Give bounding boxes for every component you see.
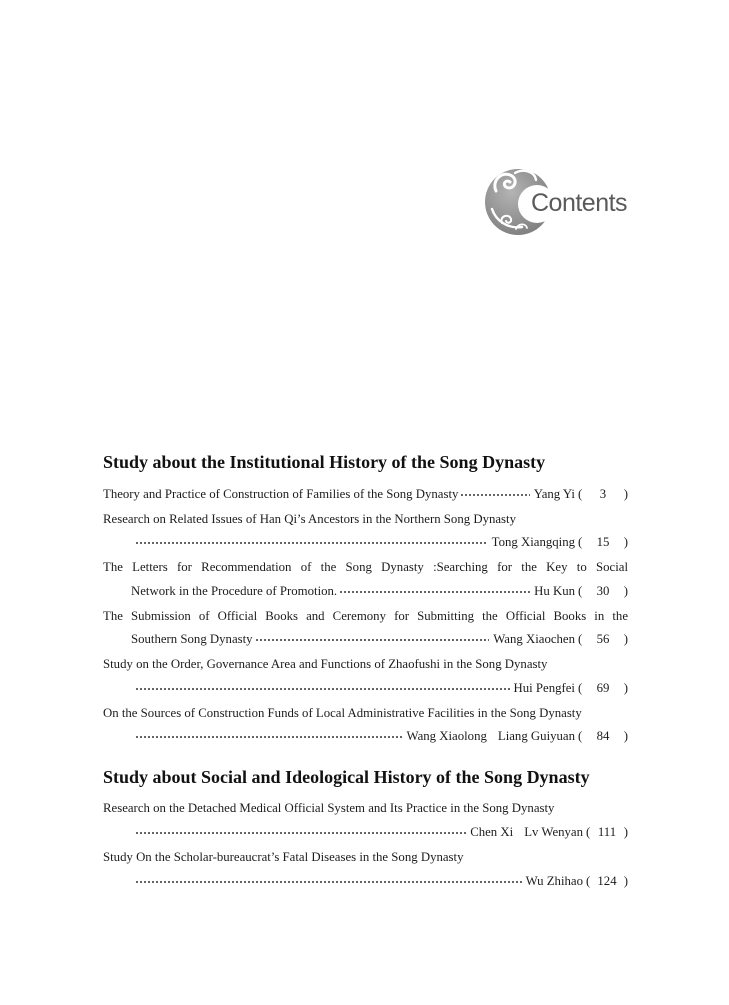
page-number: 30 xyxy=(596,584,610,598)
entry-author: Hui Pengfei xyxy=(513,681,575,695)
entry-title: On the Sources of Construction Funds of Local Administrative Facilities in the Song Dynasty xyxy=(103,706,582,720)
entry-title-continued: Network in the Procedure of Promotion. xyxy=(131,584,338,598)
page-bracket-open: ( xyxy=(578,729,583,743)
dot-leader xyxy=(135,823,466,841)
dot-leader xyxy=(255,630,490,648)
entry-author: Wu Zhihao xyxy=(525,874,583,888)
dot-leader xyxy=(135,872,522,890)
entry-page xyxy=(586,823,628,841)
section-heading: Study about Social and Ideological History of the Song Dynasty xyxy=(103,767,590,787)
page-bracket-close: ) xyxy=(623,632,628,646)
toc-entry-line xyxy=(103,558,628,576)
toc-entry-line xyxy=(103,607,628,625)
page-bracket-open: ( xyxy=(586,874,591,888)
entry-page xyxy=(578,679,628,697)
toc-entry-line xyxy=(103,704,628,722)
entry-title: Research on Related Issues of Han Qi’s Ancestors in the Northern Song Dynasty xyxy=(103,512,516,526)
dot-leader xyxy=(135,533,488,551)
toc-entry-line xyxy=(103,485,628,503)
entry-title: The Letters for Recommendation of the Song Dynasty :Searching for the Key to Social xyxy=(103,560,628,574)
entry-page xyxy=(578,727,628,745)
contents-logo xyxy=(482,165,632,239)
toc-entry-line xyxy=(135,727,628,745)
entry-title: Study on the Order, Governance Area and Functions of Zhaofushi in the Song Dynasty xyxy=(103,657,548,671)
entry-author: Hu Kun xyxy=(534,584,575,598)
page-bracket-close: ) xyxy=(623,584,628,598)
toc-entry-line xyxy=(135,823,628,841)
entry-title: The Submission of Official Books and Ceremony for Submitting the Official Books in the xyxy=(103,609,628,623)
entry-author: Wang Xiaochen xyxy=(493,632,575,646)
page-bracket-close: ) xyxy=(623,681,628,695)
page-bracket-close: ) xyxy=(623,825,628,839)
entry-author: Yang Yi xyxy=(533,487,575,501)
page-bracket-open: ( xyxy=(586,825,591,839)
page-bracket-open: ( xyxy=(578,487,583,501)
entry-page xyxy=(578,630,628,648)
entry-author: Liang Guiyuan xyxy=(497,729,575,743)
section-heading: Study about the Institutional History of the Song Dynasty xyxy=(103,452,546,472)
page-number: 56 xyxy=(596,632,610,646)
entry-page xyxy=(578,582,628,600)
toc-entry-line xyxy=(135,679,628,697)
toc-entry-line xyxy=(131,630,628,648)
page-bracket-open: ( xyxy=(578,535,583,549)
entry-title-continued: Southern Song Dynasty xyxy=(131,632,253,646)
toc-entry-line xyxy=(135,533,628,551)
page-bracket-close: ) xyxy=(623,535,628,549)
page-number: 84 xyxy=(596,729,610,743)
entry-author: Tong Xiangqing xyxy=(491,535,575,549)
page-number: 3 xyxy=(599,487,607,501)
toc-entry-line xyxy=(103,510,628,528)
page-bracket-open: ( xyxy=(578,584,583,598)
page-bracket-close: ) xyxy=(623,729,628,743)
toc-entry-line xyxy=(103,799,628,817)
dot-leader xyxy=(339,582,530,600)
entry-title: Research on the Detached Medical Official System and Its Practice in the Song Dynasty xyxy=(103,801,555,815)
entry-author: Chen Xi xyxy=(470,825,514,839)
dot-leader xyxy=(460,485,529,503)
entry-page xyxy=(578,485,628,503)
dot-leader xyxy=(135,679,510,697)
entry-page xyxy=(586,872,628,890)
entry-page xyxy=(578,533,628,551)
entry-author: Lv Wenyan xyxy=(524,825,583,839)
page-number: 69 xyxy=(596,681,610,695)
dot-leader xyxy=(135,727,403,745)
page-bracket-open: ( xyxy=(578,681,583,695)
entry-author: Wang Xiaolong xyxy=(406,729,487,743)
page-number: 15 xyxy=(596,535,610,549)
toc-entry-line xyxy=(131,582,628,600)
page-number: 111 xyxy=(597,825,617,839)
page-number: 124 xyxy=(597,874,617,888)
page-bracket-close: ) xyxy=(623,487,628,501)
toc-entry-line xyxy=(103,848,628,866)
entry-title: Study On the Scholar-bureaucrat’s Fatal Diseases in the Song Dynasty xyxy=(103,850,464,864)
toc-entry-line xyxy=(135,872,628,890)
page-bracket-open: ( xyxy=(578,632,583,646)
page-bracket-close: ) xyxy=(623,874,628,888)
contents-title: Contents xyxy=(531,189,628,217)
toc-entry-line xyxy=(103,655,628,673)
entry-title: Theory and Practice of Construction of Families of the Song Dynasty xyxy=(103,487,459,501)
